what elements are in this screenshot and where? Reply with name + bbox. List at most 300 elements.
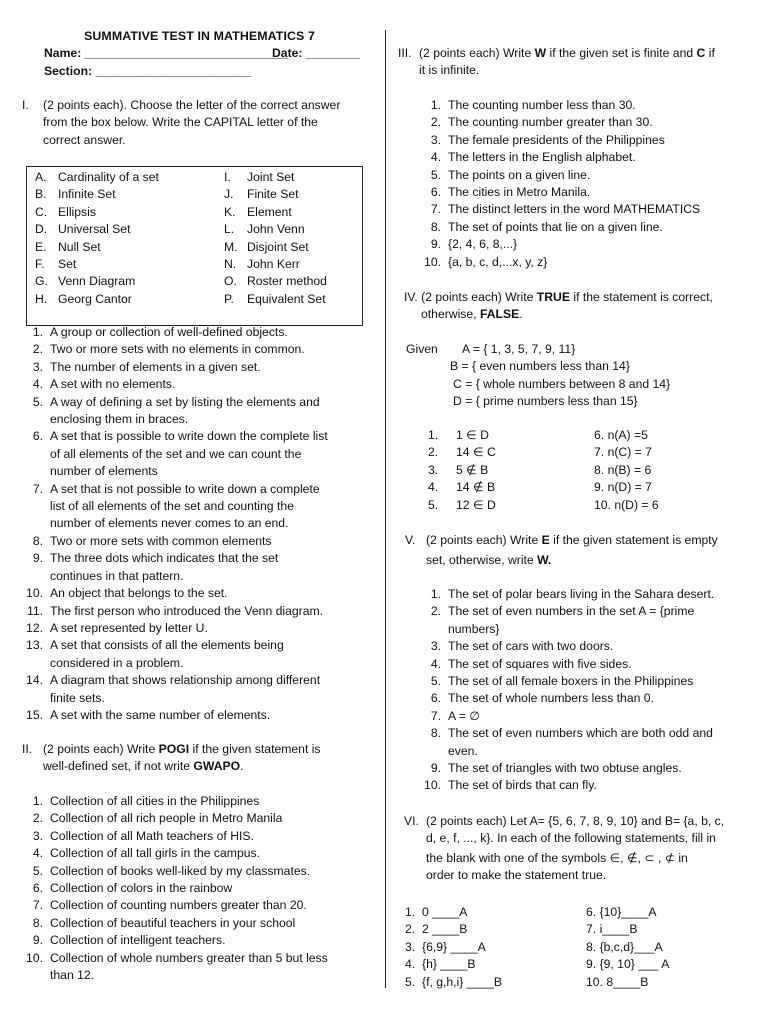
choice-text: Equivalent Set xyxy=(247,291,326,306)
section-6-instruction-line-1: (2 points each) Let A= {5, 6, 7, 8, 9, 10} and B= {a, b, c, xyxy=(426,814,725,828)
question-text: numbers} xyxy=(448,621,500,636)
question-text: 2 ____B xyxy=(422,922,468,937)
question-number: 10. xyxy=(26,586,43,601)
question-number: 5. xyxy=(430,674,441,689)
question-text: {6,9} ____A xyxy=(422,939,486,954)
question-item xyxy=(594,427,648,444)
question-text: The set of birds that can fly. xyxy=(448,778,597,793)
choice-item xyxy=(35,273,159,290)
question-number: 9. xyxy=(32,933,43,948)
question-item xyxy=(408,149,763,166)
question-item xyxy=(408,603,763,638)
question-text: The female presidents of the Philippines xyxy=(448,132,665,147)
question-item xyxy=(10,707,380,724)
question-number: 4. xyxy=(405,957,416,972)
question-text: than 12. xyxy=(50,968,95,983)
choice-text: Venn Diagram xyxy=(58,274,136,289)
section-6-number: VI. xyxy=(404,814,419,828)
section-4-instruction-text: if the statement is correct, xyxy=(569,290,713,304)
choice-item xyxy=(35,221,159,238)
question-item xyxy=(408,725,763,760)
choice-item xyxy=(35,169,159,186)
given-label: Given xyxy=(406,342,438,356)
section-4-instruction-text: otherwise, xyxy=(421,307,480,322)
question-number: 3. xyxy=(32,828,43,843)
question-item xyxy=(408,219,763,236)
section-1-instruction-line-2: from the box below. Write the CAPITAL letter of the xyxy=(43,115,318,130)
given-set: C = { whole numbers between 8 and 14} xyxy=(453,376,671,391)
question-number: 9. xyxy=(430,237,441,252)
question-number: 6. xyxy=(32,429,43,444)
question-text: {h} ____B xyxy=(422,957,476,972)
section-2-number: II. xyxy=(22,742,33,756)
question-number: 5. xyxy=(32,863,43,878)
question-text: A way of defining a set by listing the elements and xyxy=(50,394,320,409)
choice-item xyxy=(35,291,159,308)
question-item xyxy=(586,956,669,973)
section-5-number: V. xyxy=(405,533,416,547)
given-set: B = { even numbers less than 14} xyxy=(450,359,630,374)
question-text: Collection of colors in the rainbow xyxy=(50,881,233,896)
section-6-instructions xyxy=(404,813,766,885)
question-text: The letters in the English alphabet. xyxy=(448,150,636,165)
question-item xyxy=(586,974,648,991)
choice-letter: F. xyxy=(35,257,45,272)
question-item xyxy=(408,114,763,131)
section-6-items xyxy=(388,904,768,994)
choice-text: John Venn xyxy=(247,222,305,237)
question-number: 4. xyxy=(430,150,441,165)
question-text: considered in a problem. xyxy=(50,655,184,670)
question-item xyxy=(408,673,763,690)
question-item xyxy=(408,132,763,149)
question-item xyxy=(408,777,763,794)
question-number: 2. xyxy=(428,445,439,460)
question-text: A set that consists of all the elements being xyxy=(50,638,284,653)
question-item xyxy=(10,793,380,810)
section-2-instruction-text: if the given statement is xyxy=(189,742,321,756)
question-text: continues in that pattern. xyxy=(50,568,184,583)
question-text: The set of all female boxers in the Philippines xyxy=(448,674,694,689)
question-number: 9. xyxy=(32,551,43,566)
question-text: n(B) = 6 xyxy=(607,462,652,477)
question-item xyxy=(594,444,652,461)
choice-item xyxy=(224,256,327,273)
choice-text: Set xyxy=(58,257,77,272)
question-number: 2. xyxy=(32,811,43,826)
question-text: A set represented by letter U. xyxy=(50,620,208,635)
question-text: Collection of all Math teachers of HIS. xyxy=(50,828,254,843)
question-item xyxy=(405,956,476,973)
section-6-instruction-line-2: d, e, f, ..., k}. In each of the following statements, fill in xyxy=(426,831,716,846)
question-item xyxy=(10,359,380,376)
section-1-instructions xyxy=(22,97,372,149)
choice-text: John Kerr xyxy=(247,257,300,272)
question-text: n(D) = 6 xyxy=(614,497,659,512)
section-2-instruction-text: well-defined set, if not write xyxy=(43,759,194,774)
choice-item xyxy=(35,204,159,221)
section-4-instructions xyxy=(404,289,764,324)
section-3-keyword-w: W xyxy=(534,46,547,60)
question-number: 10. xyxy=(594,497,611,512)
question-number: 9. xyxy=(430,761,441,776)
choice-letter: N. xyxy=(224,257,237,272)
question-text: A = ∅ xyxy=(448,708,480,723)
question-text: Collection of intelligent teachers. xyxy=(50,933,226,948)
question-number: 4. xyxy=(32,377,43,392)
question-text: The points on a given line. xyxy=(448,167,591,182)
question-number: 8. xyxy=(32,533,43,548)
question-item xyxy=(408,690,763,707)
question-item xyxy=(594,462,651,479)
section-3-instruction-text: if the given set is finite and xyxy=(546,46,697,60)
question-text: The counting number greater than 30. xyxy=(448,115,653,130)
question-number: 4. xyxy=(430,656,441,671)
question-text: The set of even numbers which are both odd and xyxy=(448,726,713,741)
question-item xyxy=(408,638,763,655)
choice-text: Finite Set xyxy=(247,187,299,202)
choice-text: Ellipsis xyxy=(58,204,96,219)
question-number: 5. xyxy=(32,394,43,409)
choice-letter: A. xyxy=(35,170,47,184)
section-4-items xyxy=(388,427,768,517)
question-item xyxy=(10,637,380,672)
question-text: n(A) =5 xyxy=(607,428,648,442)
section-4-instruction-text: . xyxy=(519,307,523,322)
question-item xyxy=(10,428,380,480)
section-5-keyword-w: W. xyxy=(537,553,552,568)
section-4-instruction-text: (2 points each) Write xyxy=(421,290,537,304)
section-6-instruction-line-3: the blank with one of the symbols ∈, ∉, ⊂ , ⊄ in xyxy=(426,850,688,865)
given-set: D = { prime numbers less than 15} xyxy=(453,394,638,409)
question-text: The set of points that lie on a given line. xyxy=(448,219,663,234)
question-text: i____B xyxy=(599,922,638,937)
question-text: A set that is not possible to write down a complete xyxy=(50,481,320,496)
question-number: 8. xyxy=(594,462,605,477)
choice-text: Null Set xyxy=(58,239,101,254)
question-number: 1. xyxy=(32,794,43,808)
question-item xyxy=(10,394,380,429)
question-number: 1. xyxy=(405,905,416,919)
choice-text: Cardinality of a set xyxy=(58,170,159,184)
question-number: 6. xyxy=(430,185,441,200)
question-number: 15. xyxy=(26,707,43,722)
choice-letter: K. xyxy=(224,204,236,219)
section-5-instruction-text: set, otherwise, write xyxy=(426,553,538,568)
question-text: 0 ____A xyxy=(422,905,468,919)
page-title: SUMMATIVE TEST IN MATHEMATICS 7 xyxy=(84,29,315,43)
question-number: 7. xyxy=(430,708,441,723)
question-number: 3. xyxy=(428,462,439,477)
choice-item xyxy=(35,239,159,256)
question-text: Collection of counting numbers greater than 20. xyxy=(50,898,307,913)
question-number: 3. xyxy=(405,939,416,954)
question-text: of all elements of the set and we can count the xyxy=(50,446,302,461)
section-5-keyword-e: E xyxy=(541,533,550,547)
question-item xyxy=(428,497,496,514)
question-text: number of elements never comes to an end. xyxy=(50,516,289,531)
question-item xyxy=(408,201,763,218)
section-3-instructions xyxy=(398,45,768,80)
question-item xyxy=(586,939,663,956)
question-text: 12 ∈ D xyxy=(456,497,496,512)
question-number: 9. xyxy=(594,480,605,495)
choice-letter: P. xyxy=(224,291,234,306)
section-3-instruction-line-2: it is infinite. xyxy=(419,63,480,78)
section-4-keyword-true: TRUE xyxy=(536,290,570,304)
question-number: 2. xyxy=(32,342,43,357)
choice-item xyxy=(224,169,327,186)
question-item xyxy=(408,760,763,777)
question-item xyxy=(10,845,380,862)
question-text: The set of triangles with two obtuse angles. xyxy=(448,761,682,776)
question-text: Two or more sets with no elements in common. xyxy=(50,342,305,357)
choices-right-column xyxy=(224,169,327,308)
choice-item xyxy=(35,256,159,273)
column-divider xyxy=(385,30,386,988)
question-item xyxy=(405,904,467,921)
question-number: 9. xyxy=(586,957,597,972)
question-text: n(D) = 7 xyxy=(607,480,652,495)
question-item xyxy=(10,897,380,914)
section-2-keyword-gwapo: GWAPO xyxy=(193,759,241,774)
question-text: An object that belongs to the set. xyxy=(50,586,228,601)
question-item xyxy=(10,810,380,827)
question-text: {10}____A xyxy=(599,905,657,919)
section-1-items xyxy=(10,324,380,724)
section-2-items xyxy=(10,793,380,984)
question-item xyxy=(10,341,380,358)
question-text: {9, 10} ___ A xyxy=(599,957,670,972)
question-text: 14 ∉ B xyxy=(456,480,496,495)
given-sets xyxy=(448,341,748,411)
name-field: Name: ______________________________ xyxy=(44,46,288,60)
section-4-number: IV. xyxy=(404,290,418,304)
question-number: 7. xyxy=(430,202,441,217)
choice-letter: I. xyxy=(224,170,231,184)
question-number: 1. xyxy=(428,428,439,442)
question-text: list of all elements of the set and counting the xyxy=(50,499,294,514)
choice-letter: D. xyxy=(35,222,48,237)
question-number: 3. xyxy=(430,639,441,654)
question-item xyxy=(10,585,380,602)
question-number: 1. xyxy=(32,325,43,339)
question-item xyxy=(10,550,380,585)
question-text: The counting number less than 30. xyxy=(448,98,636,112)
question-item xyxy=(405,939,486,956)
question-text: The number of elements in a given set. xyxy=(50,359,261,374)
question-text: finite sets. xyxy=(50,690,105,705)
question-item xyxy=(10,603,380,620)
choice-item xyxy=(35,186,159,203)
question-number: 4. xyxy=(428,480,439,495)
choice-text: Universal Set xyxy=(58,222,131,237)
section-6-instruction-line-4: order to make the statement true. xyxy=(426,868,607,883)
question-number: 6. xyxy=(586,905,597,919)
question-item xyxy=(10,376,380,393)
question-text: Collection of all cities in the Philippines xyxy=(50,794,260,808)
answer-choices-box xyxy=(26,166,363,326)
question-text: even. xyxy=(448,743,478,758)
question-number: 2. xyxy=(405,922,416,937)
question-number: 7. xyxy=(32,898,43,913)
choice-letter: L. xyxy=(224,222,235,237)
choice-letter: G. xyxy=(35,274,48,289)
choice-text: Roster method xyxy=(247,274,327,289)
question-item xyxy=(10,950,380,985)
question-text: A set with no elements. xyxy=(50,377,176,392)
question-number: 11. xyxy=(26,603,43,618)
question-item xyxy=(10,620,380,637)
section-5-items xyxy=(408,586,763,795)
section-3-instruction-text: (2 points each) Write xyxy=(419,46,535,60)
question-number: 5. xyxy=(430,167,441,182)
question-text: The set of cars with two doors. xyxy=(448,639,614,654)
choice-item xyxy=(224,291,327,308)
question-item xyxy=(408,656,763,673)
question-item xyxy=(586,921,638,938)
question-number: 3. xyxy=(430,132,441,147)
question-text: 5 ∉ B xyxy=(456,462,489,477)
question-text: {b,c,d}___A xyxy=(599,939,663,954)
question-item xyxy=(594,479,652,496)
choice-letter: H. xyxy=(35,291,48,306)
choice-letter: O. xyxy=(224,274,237,289)
question-item xyxy=(594,497,659,514)
question-item xyxy=(10,880,380,897)
question-text: enclosing them in braces. xyxy=(50,412,189,427)
choice-item xyxy=(224,204,327,221)
question-number: 10. xyxy=(424,778,441,793)
choice-letter: J. xyxy=(224,187,234,202)
question-number: 14. xyxy=(26,673,43,688)
question-item xyxy=(408,708,763,725)
choice-letter: E. xyxy=(35,239,47,254)
section-3-instruction-text: if xyxy=(705,46,715,60)
question-text: The three dots which indicates that the set xyxy=(50,551,279,566)
choice-text: Element xyxy=(247,204,292,219)
question-text: Collection of beautiful teachers in your school xyxy=(50,915,296,930)
question-text: The set of even numbers in the set A = {prime xyxy=(448,604,695,619)
question-item xyxy=(10,481,380,533)
question-number: 8. xyxy=(430,726,441,741)
question-item xyxy=(10,672,380,707)
question-text: A set that is possible to write down the complete list xyxy=(50,429,328,444)
choice-letter: B. xyxy=(35,187,47,202)
question-text: Collection of books well-liked by my classmates. xyxy=(50,863,311,878)
given-set: A = { 1, 3, 5, 7, 9, 11} xyxy=(462,342,576,356)
question-text: n(C) = 7 xyxy=(607,445,652,460)
section-3-items xyxy=(408,97,763,271)
question-text: 14 ∈ C xyxy=(456,445,496,460)
question-item xyxy=(10,828,380,845)
question-item xyxy=(428,427,489,444)
question-number: 1. xyxy=(430,98,441,112)
question-text: 8____B xyxy=(606,974,649,989)
choice-item xyxy=(224,221,327,238)
question-item xyxy=(10,863,380,880)
section-3-number: III. xyxy=(398,46,412,60)
question-text: Collection of whole numbers greater than 5 but less xyxy=(50,950,328,965)
question-number: 7. xyxy=(594,445,605,460)
section-1-instruction-line-1: (2 points each). Choose the letter of the correct answer xyxy=(43,98,341,112)
question-number: 7. xyxy=(32,481,43,496)
question-text: A group or collection of well-defined objects. xyxy=(50,325,288,339)
question-number: 12. xyxy=(26,620,43,635)
question-text: Collection of all tall girls in the campus. xyxy=(50,846,260,861)
question-item xyxy=(10,324,380,341)
choice-letter: C. xyxy=(35,204,48,219)
question-item xyxy=(428,444,496,461)
question-number: 8. xyxy=(430,219,441,234)
question-item xyxy=(405,974,502,991)
question-number: 8. xyxy=(32,915,43,930)
question-text: 1 ∈ D xyxy=(456,428,489,442)
question-item xyxy=(10,932,380,949)
choice-text: Joint Set xyxy=(247,170,295,184)
question-text: {a, b, c, d,...x, y, z} xyxy=(448,254,548,269)
question-item xyxy=(408,97,763,114)
section-1-instruction-line-3: correct answer. xyxy=(43,132,126,147)
question-number: 2. xyxy=(430,115,441,130)
question-number: 13. xyxy=(26,638,43,653)
question-text: Collection of all rich people in Metro Manila xyxy=(50,811,283,826)
section-2-instruction-text: . xyxy=(240,759,244,774)
choice-item xyxy=(224,239,327,256)
choice-text: Infinite Set xyxy=(58,187,116,202)
question-number: 6. xyxy=(32,881,43,896)
question-number: 8. xyxy=(586,939,597,954)
section-2-instruction-text: (2 points each) Write xyxy=(43,742,159,756)
question-text: The distinct letters in the word MATHEMATICS xyxy=(448,202,701,217)
question-number: 5. xyxy=(405,974,416,989)
question-item xyxy=(586,904,657,921)
section-2-keyword-pogi: POGI xyxy=(158,742,190,756)
question-text: The set of squares with five sides. xyxy=(448,656,632,671)
question-text: A set with the same number of elements. xyxy=(50,707,271,722)
date-field: Date: ________ xyxy=(272,46,361,60)
question-number: 10. xyxy=(586,974,603,989)
question-number: 2. xyxy=(430,604,441,619)
question-number: 6. xyxy=(594,428,605,442)
section-5-instruction-text: if the given statement is empty xyxy=(549,533,718,547)
question-item xyxy=(408,167,763,184)
section-field: Section: _______________________ xyxy=(44,64,252,78)
section-1-number: I. xyxy=(22,98,29,112)
section-4-keyword-false: FALSE xyxy=(479,307,520,322)
question-text: The set of polar bears living in the Sahara desert. xyxy=(448,587,715,601)
question-text: The cities in Metro Manila. xyxy=(448,185,591,200)
question-text: number of elements xyxy=(50,464,158,479)
section-3-keyword-c: C xyxy=(696,46,706,60)
question-item xyxy=(10,915,380,932)
section-2-instructions xyxy=(22,741,372,776)
question-item xyxy=(408,184,763,201)
question-text: A diagram that shows relationship among different xyxy=(50,673,321,688)
question-text: The first person who introduced the Venn diagram. xyxy=(50,603,324,618)
section-5-instruction-text: (2 points each) Write xyxy=(426,533,542,547)
question-text: {f, g,h,i} ____B xyxy=(422,974,502,989)
question-item xyxy=(408,254,763,271)
choices-left-column xyxy=(35,169,159,308)
question-text: {2, 4, 6, 8,...} xyxy=(448,237,518,252)
question-number: 3. xyxy=(32,359,43,374)
question-number: 1. xyxy=(430,587,441,601)
question-number: 10. xyxy=(424,254,441,269)
question-number: 5. xyxy=(428,497,439,512)
question-number: 7. xyxy=(586,922,597,937)
question-item xyxy=(428,479,495,496)
